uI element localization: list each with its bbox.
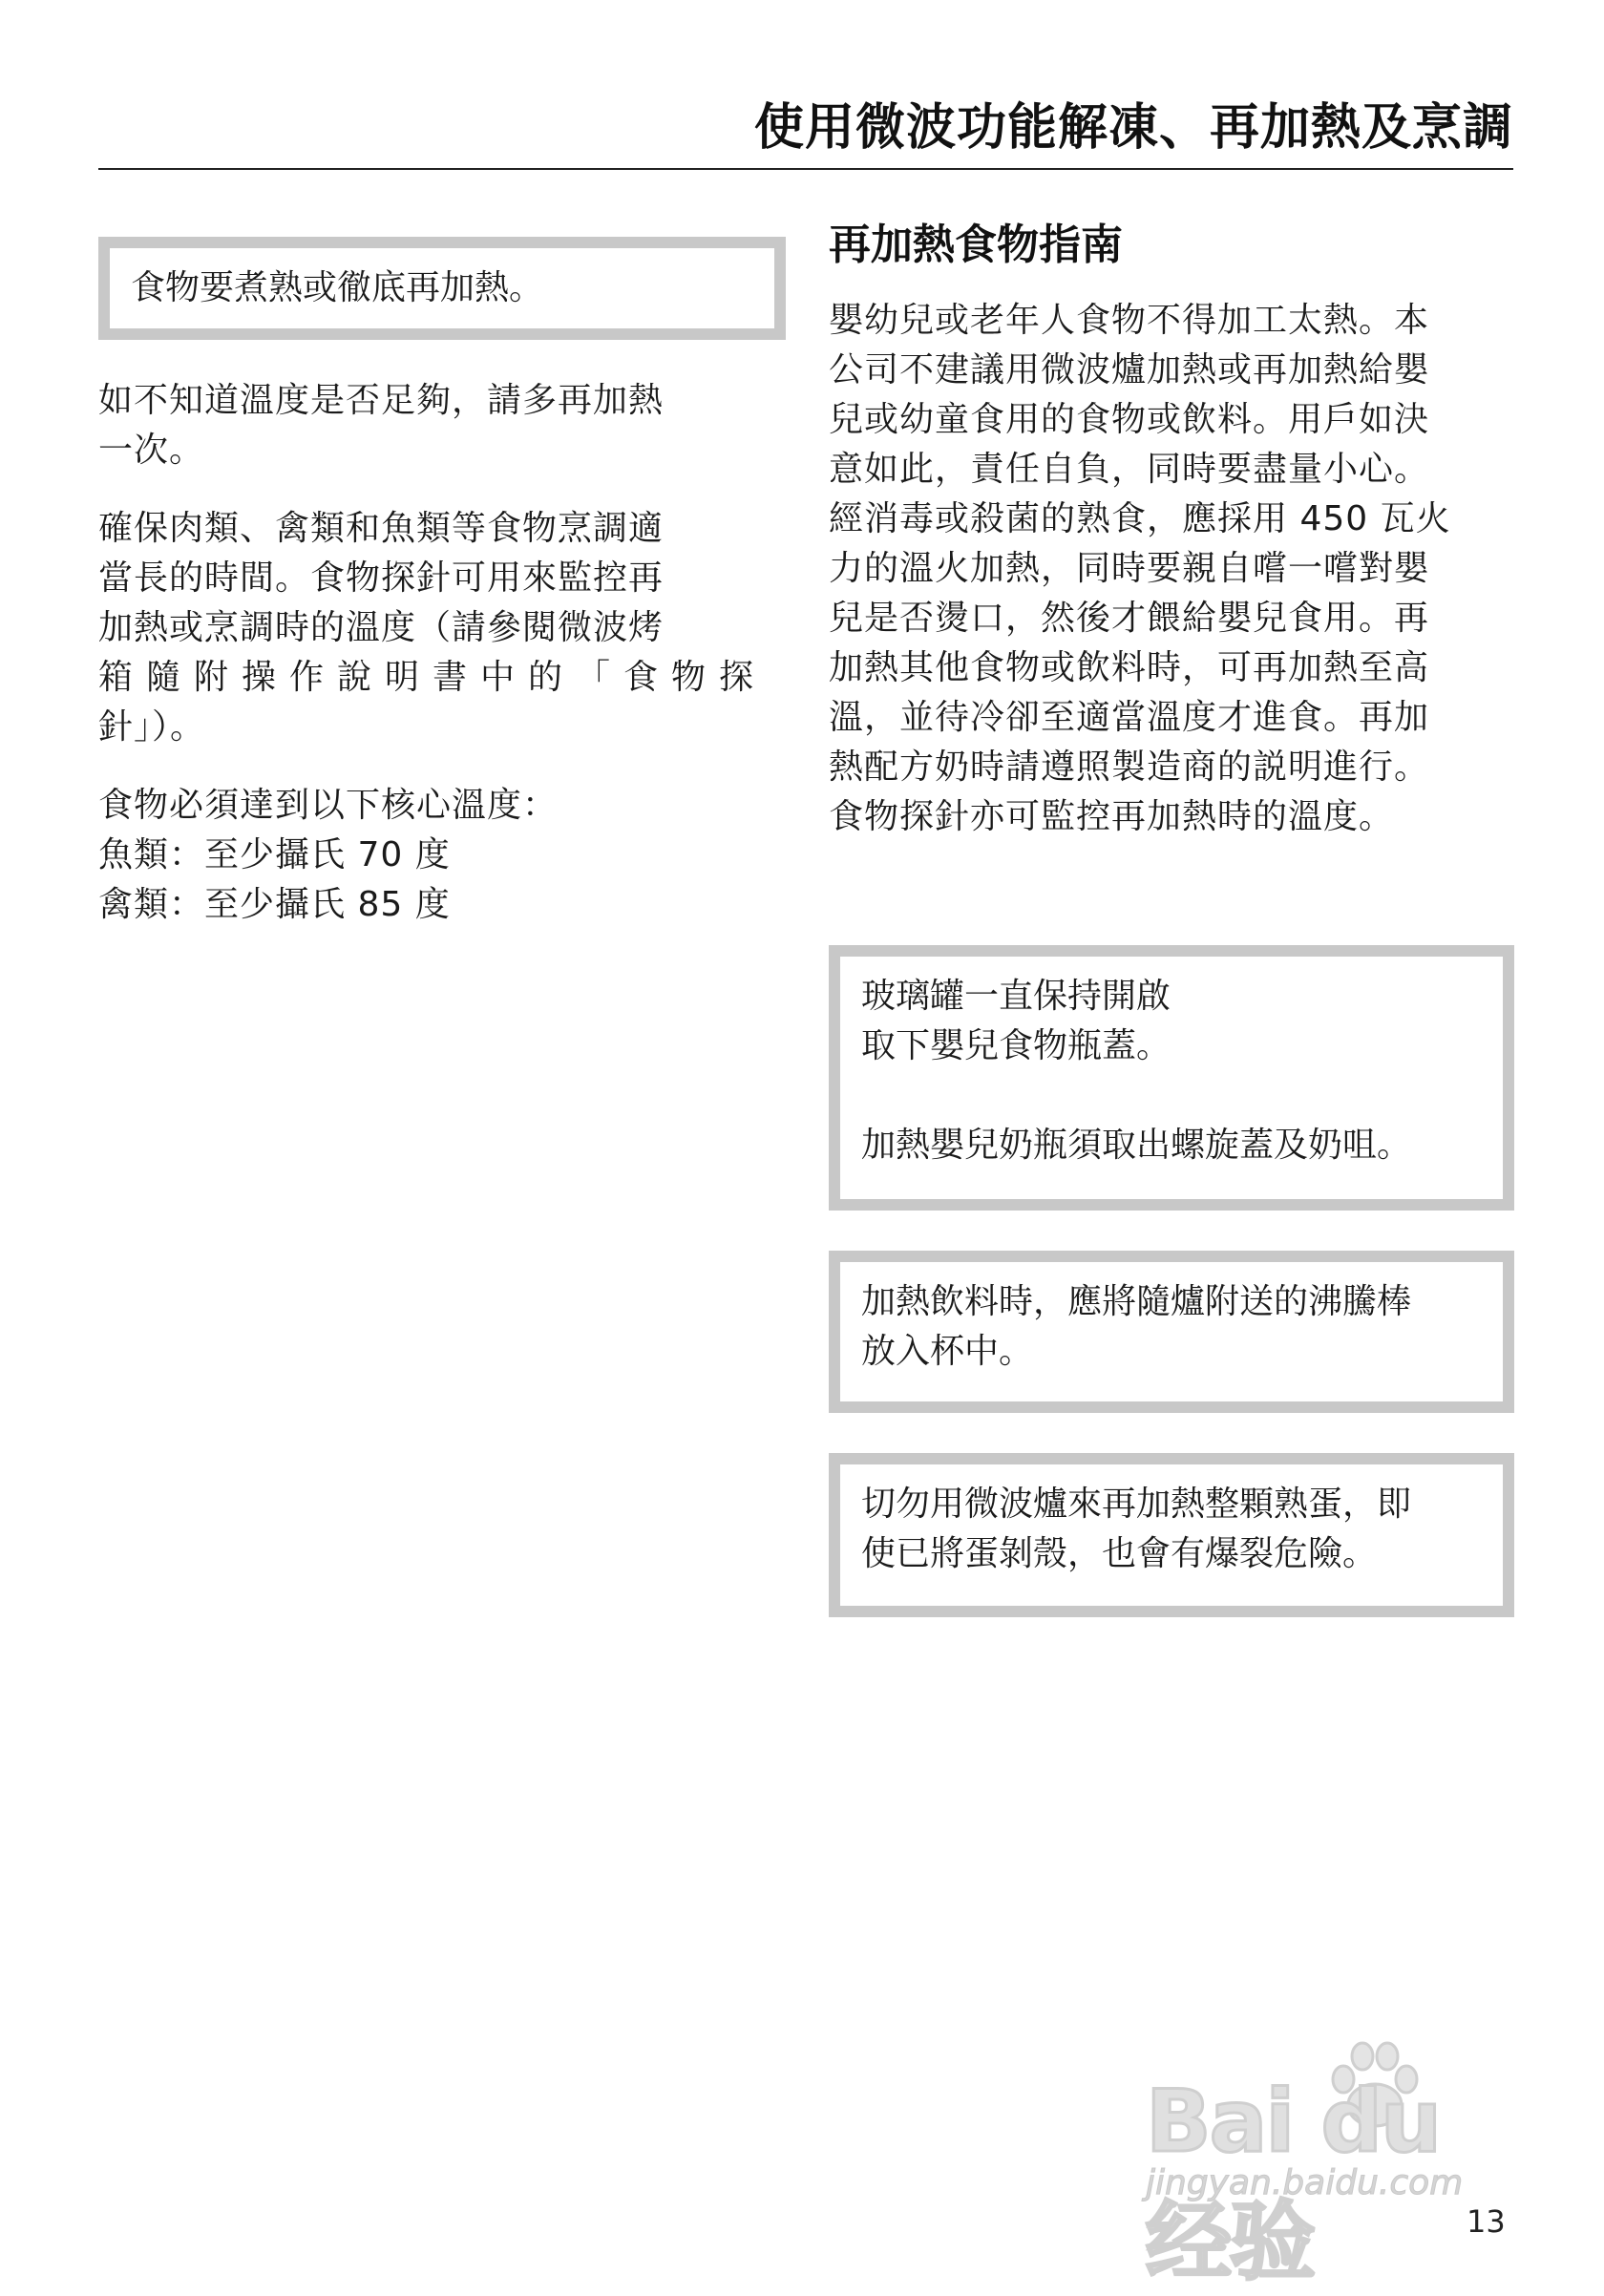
left-column <box>98 237 786 930</box>
watermark-logo: Bai du 经验 <box>1146 2072 1441 2292</box>
fish-temperature: 魚類：至少攝氏 70 度 <box>98 835 451 874</box>
baby-food-note <box>829 945 1514 1211</box>
poultry-temperature: 禽類：至少攝氏 85 度 <box>98 885 451 924</box>
text-line: 兒或幼童食用的食物或飲料。用戶如決 <box>829 400 1430 439</box>
reheating-guide-paragraph <box>829 296 1516 842</box>
text-line: 溫，並待冷卻至適當溫度才進食。再加 <box>829 698 1430 737</box>
cooking-time-paragraph <box>98 504 786 752</box>
text-line: 熱配方奶時請遵照製造商的説明進行。 <box>829 748 1430 787</box>
text-line: 經消毒或殺菌的熟食，應採用 450 瓦火 <box>829 499 1451 538</box>
text-line: 當長的時間。食物探針可用來監控再 <box>98 558 665 598</box>
page-title: 使用微波功能解凍、再加熱及烹調 <box>753 99 1513 157</box>
note-line: 玻璃罐一直保持開啟 <box>861 977 1171 1016</box>
right-column <box>829 210 1516 842</box>
text-line: 力的溫火加熱，同時要親自嚐一嚐對嬰 <box>829 549 1430 588</box>
note-line: 取下嬰兒食物瓶蓋。 <box>861 1026 1171 1065</box>
text-line: 兒是否燙口，然後才餵給嬰兒食用。再 <box>829 599 1430 638</box>
note-line: 加熱飲料時，應將隨爐附送的沸騰棒 <box>861 1282 1412 1321</box>
note-line: 使已將蛋剝殼，也會有爆裂危險。 <box>861 1534 1378 1573</box>
boiling-rod-note <box>829 1251 1514 1413</box>
temperature-paragraph <box>98 376 786 475</box>
text-line: 確保肉類、禽類和魚類等食物烹調適 <box>98 509 665 548</box>
text-line: 針」）。 <box>98 707 206 747</box>
text-line: 食物必須達到以下核心溫度： <box>98 786 559 825</box>
text-line: 意如此，責任自負，同時要盡量小心。 <box>829 450 1430 489</box>
note-line: 切勿用微波爐來再加熱整顆熟蛋，即 <box>861 1485 1412 1524</box>
cook-thoroughly-note <box>98 237 786 340</box>
note-line: 放入杯中。 <box>861 1332 1034 1371</box>
watermark-url: jingyan.baidu.com <box>1146 2163 1464 2202</box>
text-line: 加熱其他食物或飲料時，可再加熱至高 <box>829 648 1430 687</box>
page-number: 13 <box>1467 2203 1506 2240</box>
egg-warning-note <box>829 1453 1514 1617</box>
text-line: 箱隨附操作說明書中的「食物探 <box>98 658 768 697</box>
note-text: 食物要煮熟或徹底再加熱。 <box>131 268 544 307</box>
text-line: 公司不建議用微波爐加熱或再加熱給嬰 <box>829 350 1430 390</box>
page-header <box>98 94 1513 170</box>
note-line: 加熱嬰兒奶瓶須取出螺旋蓋及奶咀。 <box>861 1126 1412 1165</box>
text-line: 加熱或烹調時的溫度（請參閱微波烤 <box>98 608 665 647</box>
section-title: 再加熱食物指南 <box>829 221 1123 269</box>
core-temperature-paragraph <box>98 781 786 930</box>
text-line: 嬰幼兒或老年人食物不得加工太熱。本 <box>829 301 1430 340</box>
text-line: 食物探針亦可監控再加熱時的溫度。 <box>829 797 1395 836</box>
text-line: 如不知道溫度是否足夠，請多再加熱 <box>98 381 665 420</box>
text-line: 一次。 <box>98 431 205 470</box>
